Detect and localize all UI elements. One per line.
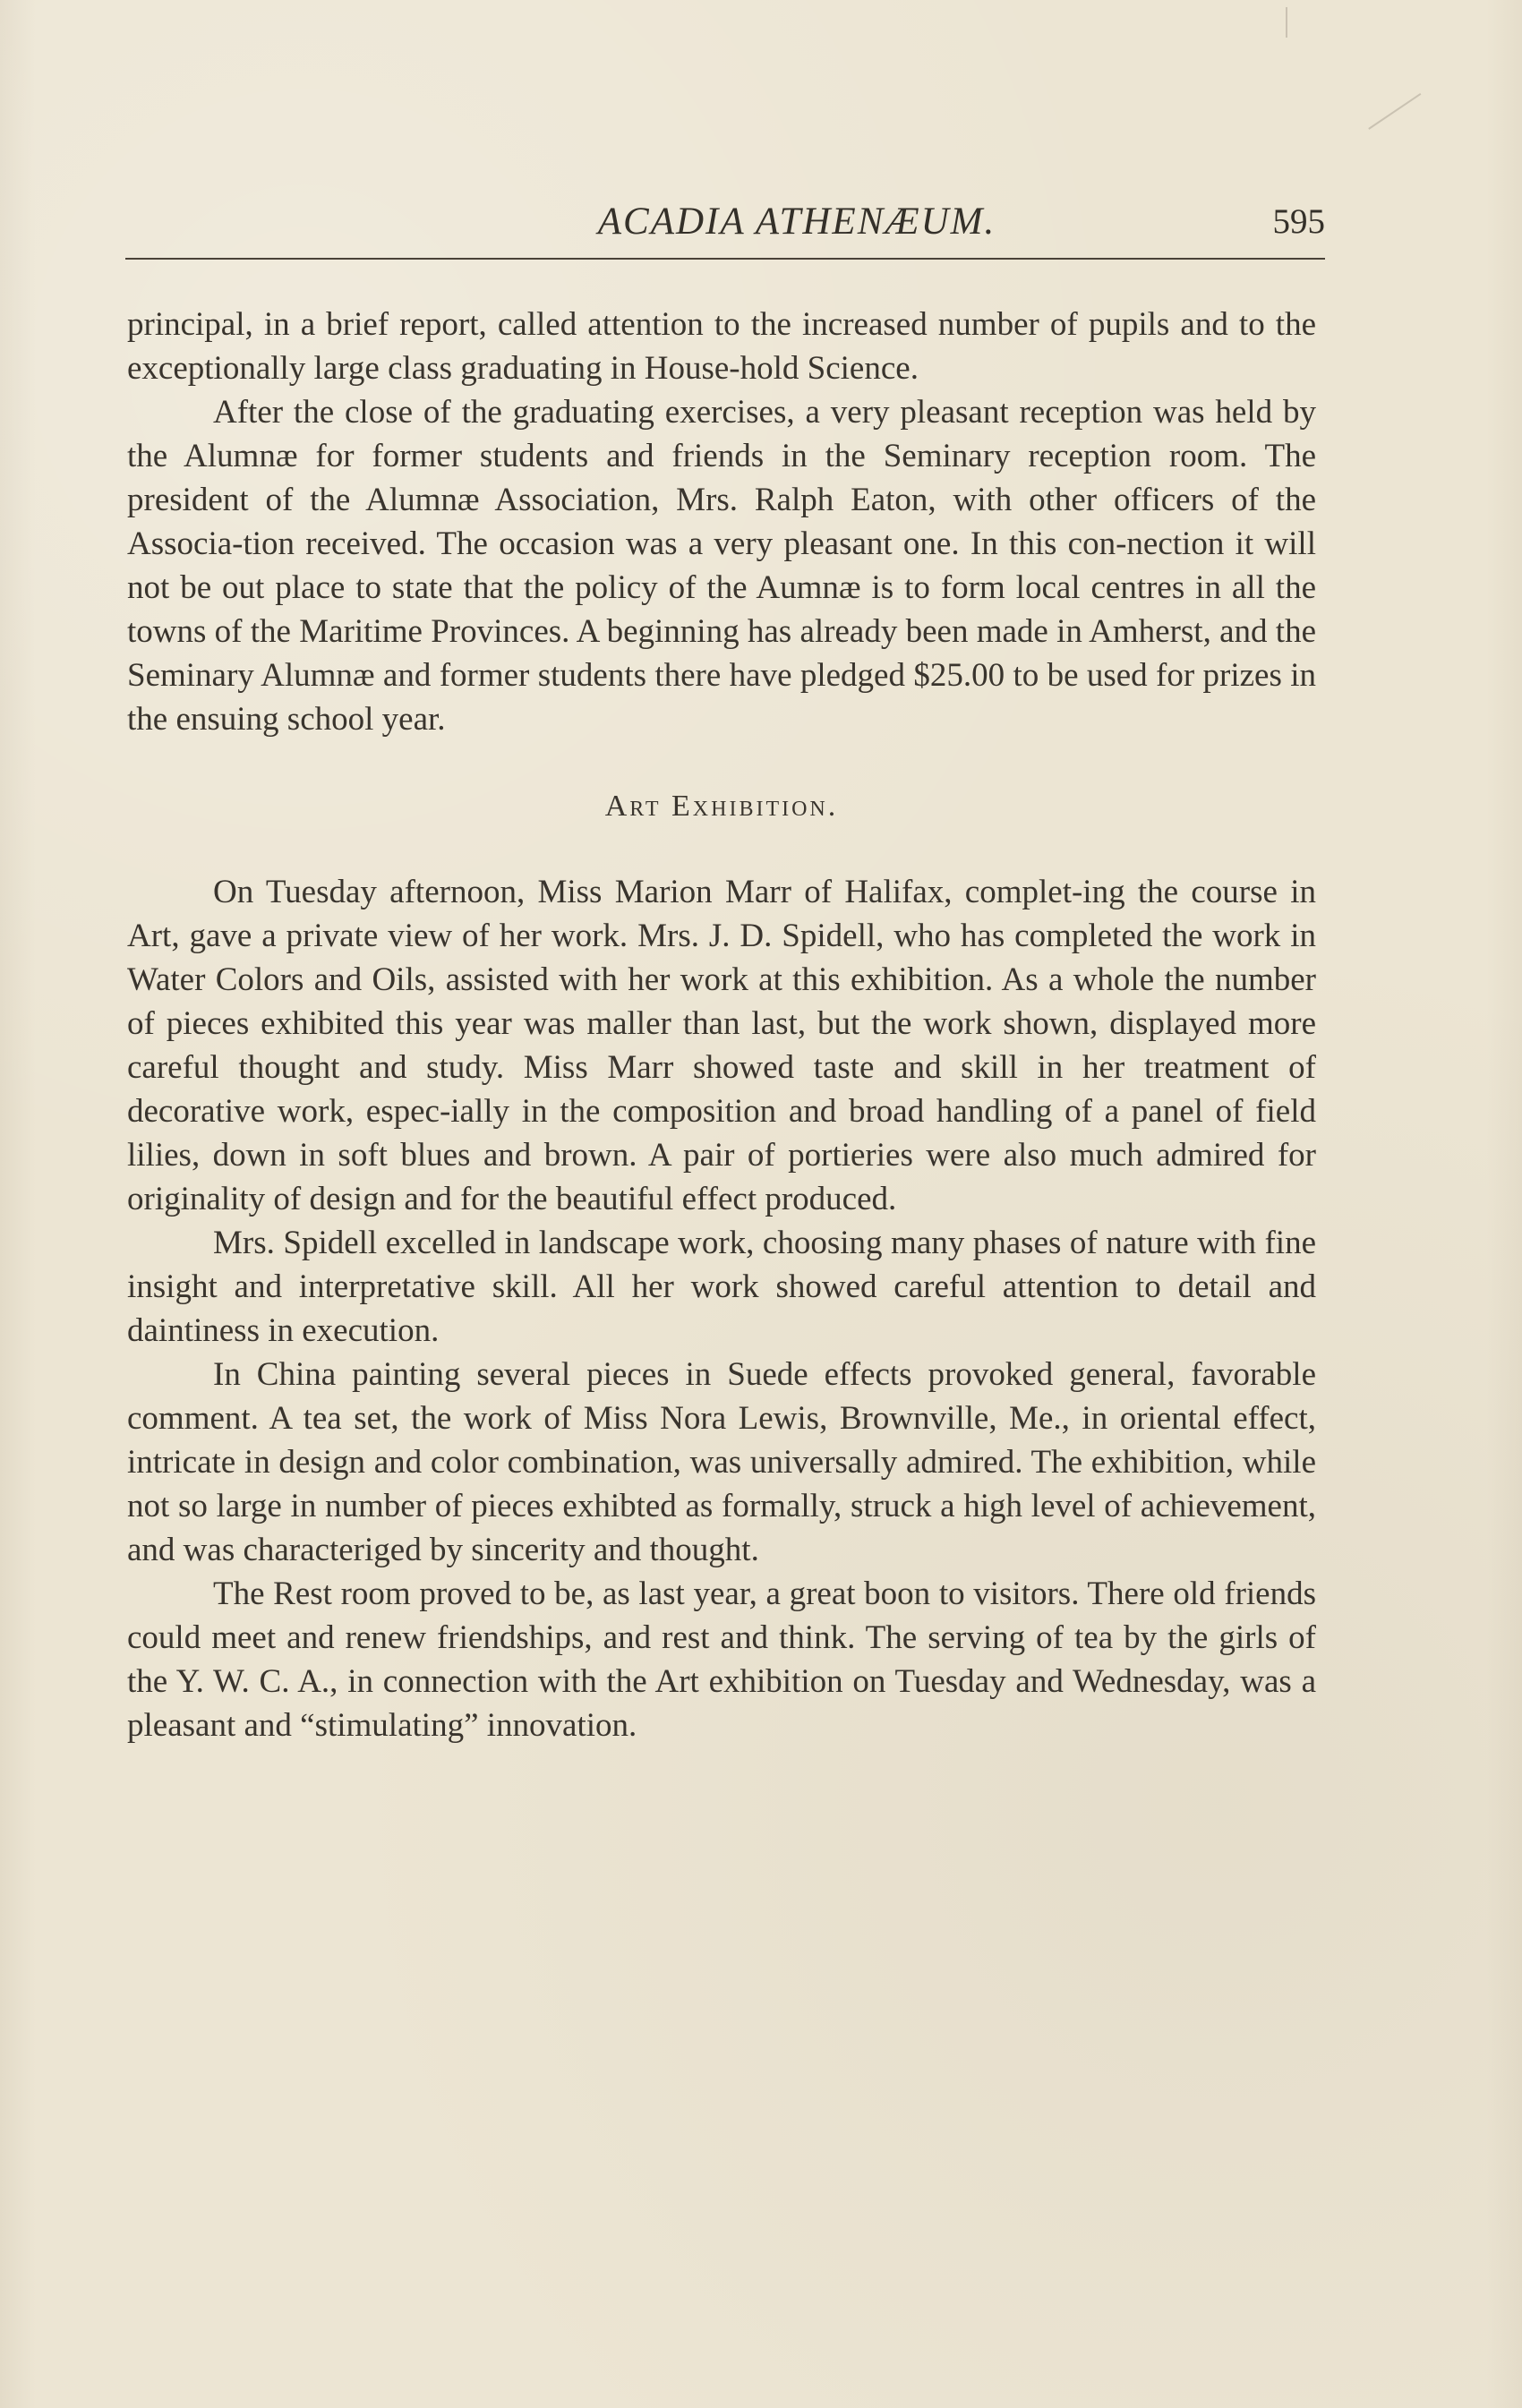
scan-mark [1368, 93, 1441, 159]
paragraph-4: Mrs. Spidell excelled in landscape work, choosing many phases of nature with fine insight and interpretative skill. All her work showed careful attention to detail and daintiness in execution. [127, 1225, 1316, 1349]
paragraph-3: On Tuesday afternoon, Miss Marion Marr of Halifax, complet-ing the course in Art, gave a private view of her work. Mrs. J. D. Spidell, who has completed the work in Water Colors and Oils, assisted with her work at this exhibition. As a whole the number of pieces exhibited this year was maller than last, but the work shown, displayed more careful thought and study. Miss Marr showed taste and skill in her treatment of decorative work, espec-ially in the composition and broad handling of a panel of field lilies, down in soft blues and brown. A pair of portieries were also much admired for originality of design and for the beautiful effect produced. [127, 874, 1316, 1217]
section-heading: Art Exhibition. [604, 790, 839, 823]
paragraph-6: The Rest room proved to be, as last year, a great boon to visitors. There old friends could meet and renew friendships, and rest and think. The serving of tea by the girls of the Y. W. C. A., in connection with the Art exhibition on Tuesday and Wednesday, was a pleasant and “stimulating” innovation. [127, 1575, 1316, 1744]
page-number: 595 [1272, 202, 1325, 241]
paragraph-2: After the close of the graduating exercises, a very pleasant reception was held by the Alumnæ for former students and friends in the Seminary reception room. The president of the Alumnæ Association, Mrs. Ralph Eaton, with other officers of the Associa-tion received. The occasion was a very pleasant one. In this con-nection it will not be out place to state that the policy of the Aumnæ is to form local centres in all the towns of the Maritime Provinces. A beginning has already been made in Amherst, and the Seminary Alumnæ and former students there have pledged $25.00 to be used for prizes in the ensuing school year. [127, 394, 1316, 738]
scan-mark [1286, 7, 1287, 38]
paragraph-5: In China painting several pieces in Suede effects provoked general, favorable comment. A tea set, the work of Miss Nora Lewis, Brownville, Me., in oriental effect, intricate in design and color combination, was universally admired. The exhibition, while not so large in number of pieces exhibted as formally, struck a high level of achievement, and was characteriged by sincerity and thought. [127, 1356, 1316, 1568]
article-body [127, 303, 1316, 1747]
page-header [125, 195, 1325, 260]
paragraph-1: principal, in a brief report, called attention to the increased number of pupils and to the exceptionally large class graduating in House-hold Science. [127, 306, 1316, 387]
running-head-title: ACADIA ATHENÆUM. [597, 201, 996, 243]
